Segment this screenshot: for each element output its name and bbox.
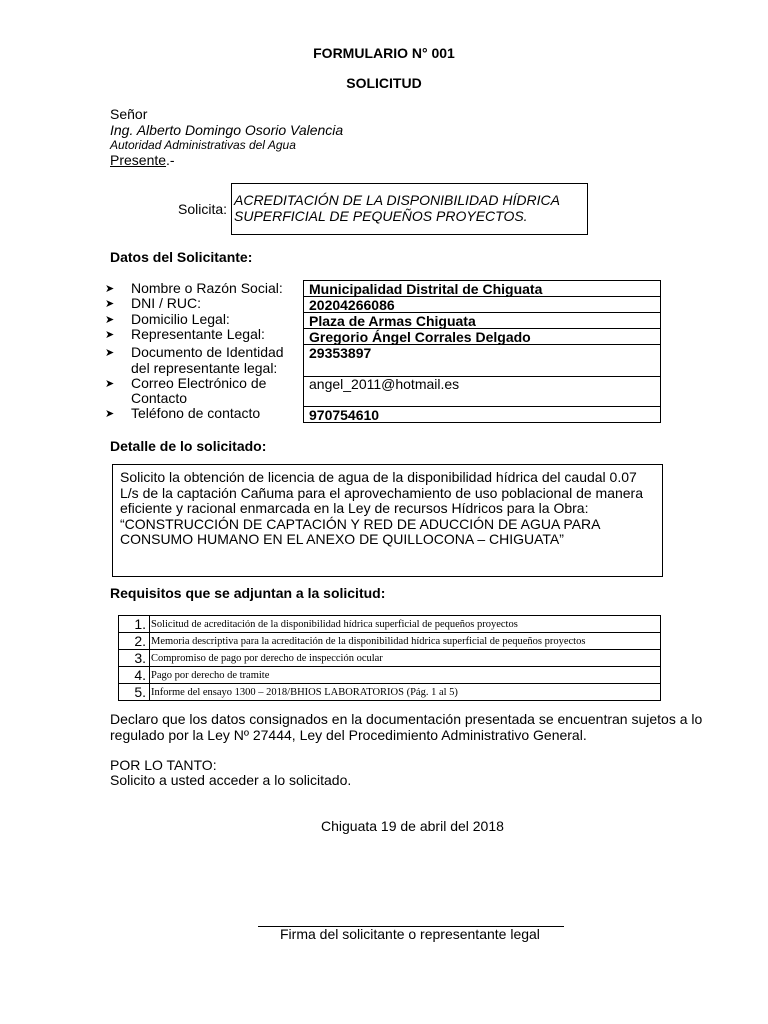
- field-label-email-2: Contacto: [131, 390, 188, 406]
- form-subtitle: SOLICITUD: [346, 75, 422, 91]
- requirement-text: Solicitud de acreditación de la disponibilidad hídrica superficial de pequeños proyectos: [150, 616, 661, 633]
- detail-line-5: CONSUMO HUMANO EN EL ANEXO DE QUILLOCONA – CHIGUATA”: [120, 531, 564, 547]
- field-value-address: Plaza de Armas Chiguata: [303, 312, 661, 329]
- detail-text: [120, 470, 653, 548]
- bullet-arrow-icon: ➤: [105, 329, 115, 341]
- table-row: [119, 684, 661, 701]
- presente-suffix: .-: [166, 152, 175, 168]
- requirements-heading: Requisitos que se adjuntan a la solicitud:: [110, 585, 386, 601]
- detail-line-4: “CONSTRUCCIÓN DE CAPTACIÓN Y RED DE ADUCCIÓN DE AGUA PARA: [120, 515, 601, 532]
- table-row: [119, 650, 661, 667]
- field-label-id-doc: Documento de Identidad: [131, 344, 284, 360]
- field-label-ruc: DNI / RUC:: [131, 295, 201, 311]
- bullet-arrow-icon: ➤: [105, 378, 115, 390]
- declaration-line-2: regulado por la Ley Nº 27444, Ley del Procedimiento Administrativo General.: [110, 727, 587, 743]
- salutation: Señor: [110, 106, 148, 122]
- declaration-line-1: Declaro que los datos consignados en la documentación presentada se encuentran sujetos a lo: [110, 711, 703, 727]
- form-title: FORMULARIO N° 001: [313, 45, 455, 61]
- table-row: [119, 633, 661, 650]
- field-label-address: Domicilio Legal:: [131, 311, 230, 327]
- requirement-number: 1.: [119, 616, 150, 633]
- field-label-id-doc-2: del representante legal:: [131, 360, 278, 376]
- detail-heading: Detalle de lo solicitado:: [110, 438, 267, 454]
- request-line-2: SUPERFICIAL DE PEQUEÑOS PROYECTOS.: [234, 208, 528, 224]
- field-value-id-doc: 29353897: [303, 344, 661, 377]
- field-label-representative: Representante Legal:: [131, 326, 265, 342]
- requirements-table: [118, 615, 661, 701]
- requirement-number: 3.: [119, 650, 150, 667]
- field-value-phone: 970754610: [303, 406, 661, 423]
- detail-box: [112, 464, 663, 577]
- bullet-arrow-icon: ➤: [105, 298, 115, 310]
- bullet-arrow-icon: ➤: [105, 283, 115, 295]
- field-value-ruc: 20204266086: [303, 296, 661, 313]
- field-value-representative: Gregorio Ángel Corrales Delgado: [303, 328, 661, 345]
- requirement-number: 5.: [119, 684, 150, 701]
- table-row: [119, 616, 661, 633]
- applicant-heading: Datos del Solicitante:: [110, 249, 253, 265]
- request-label: Solicita:: [178, 201, 228, 217]
- requirement-text: Compromiso de pago por derecho de inspección ocular: [150, 650, 661, 667]
- field-label-phone: Teléfono de contacto: [131, 405, 261, 421]
- table-row: [119, 667, 661, 684]
- request-line-1: ACREDITACIÓN DE LA DISPONIBILIDAD HÍDRICA: [234, 192, 560, 208]
- requirement-text: Pago por derecho de tramite: [150, 667, 661, 684]
- field-value-name: Municipalidad Distrital de Chiguata: [303, 280, 661, 297]
- detail-line-1: Solicito la obtención de licencia de agua de la disponibilidad hídrica del caudal 0.07: [120, 469, 637, 485]
- requirement-text: Informe del ensayo 1300 – 2018/BHIOS LABORATORIOS (Pág. 1 al 5): [150, 684, 661, 701]
- place-date: Chiguata 19 de abril del 2018: [321, 818, 504, 834]
- request-box: [231, 183, 588, 235]
- por-lo-tanto: POR LO TANTO:: [110, 757, 217, 773]
- signature-label: Firma del solicitante o representante legal: [280, 926, 540, 942]
- addressee-authority: Autoridad Administrativas del Agua: [110, 138, 296, 152]
- field-label-email: Correo Electrónico de: [131, 375, 267, 391]
- requirement-number: 2.: [119, 633, 150, 650]
- presente-text: Presente: [110, 152, 167, 168]
- requirement-number: 4.: [119, 667, 150, 684]
- field-value-email: angel_2011@hotmail.es: [303, 376, 661, 407]
- requirement-text: Memoria descriptiva para la acreditación de la disponibilidad hídrica superficial de pequeños proyectos: [150, 633, 661, 650]
- addressee-name: Ing. Alberto Domingo Osorio Valencia: [110, 122, 344, 138]
- presente-line: [110, 152, 175, 168]
- bullet-arrow-icon: ➤: [105, 314, 115, 326]
- closing-request: Solicito a usted acceder a lo solicitado.: [110, 772, 352, 788]
- detail-line-3: eficiente y racional enmarcada en la Ley de recursos Hídricos para la Obra:: [120, 500, 589, 516]
- detail-line-2: L/s de la captación Cañuma para el aprovechamiento de uso poblacional de manera: [120, 484, 644, 501]
- bullet-arrow-icon: ➤: [105, 347, 115, 359]
- field-label-name: Nombre o Razón Social:: [131, 280, 283, 296]
- bullet-arrow-icon: ➤: [105, 408, 115, 420]
